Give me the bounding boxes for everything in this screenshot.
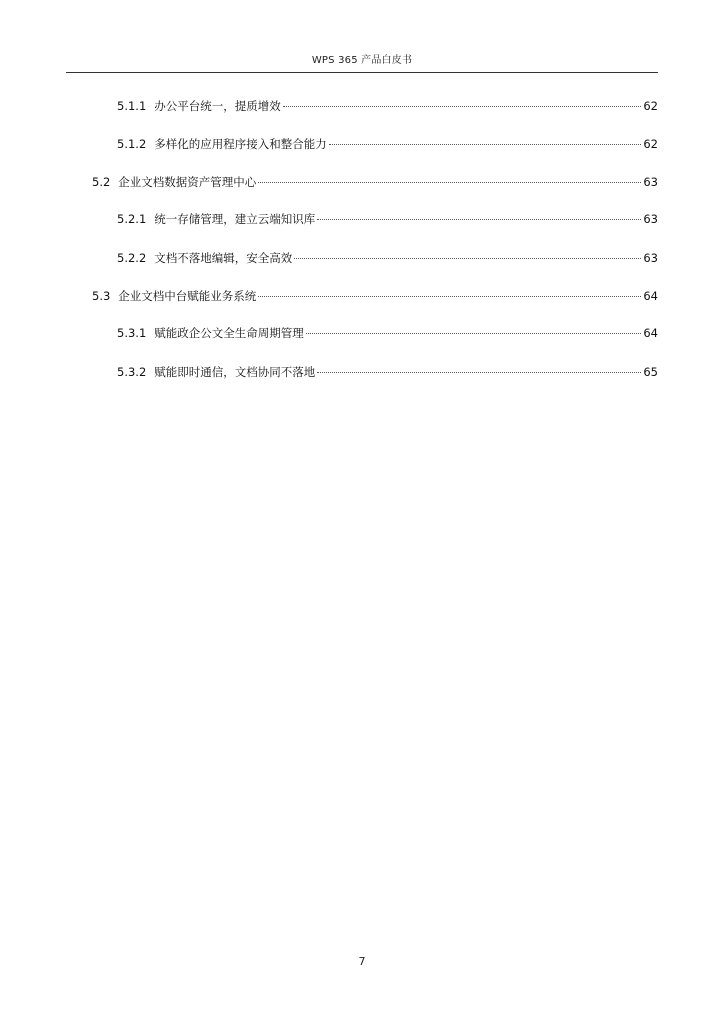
toc-entry-5-2[interactable] [92, 173, 658, 191]
toc-entry-title: 办公平台统一，提质增效 [154, 99, 281, 113]
toc-entry-title: 统一存储管理，建立云端知识库 [154, 212, 316, 226]
toc-entry-5-1-1[interactable] [117, 97, 658, 115]
toc-entry-title: 赋能即时通信，文档协同不落地 [154, 365, 316, 379]
toc-entry-title: 文档不落地编辑，安全高效 [154, 251, 293, 265]
toc-entry-page: 64 [643, 289, 658, 303]
page-header-title: WPS 365 产品白皮书 [311, 55, 413, 66]
toc-entry-number: 5.2.2 [117, 251, 147, 265]
toc-entry-number: 5.1.1 [117, 99, 147, 113]
toc-entry-page: 62 [643, 99, 658, 113]
toc-entry-title: 企业文档中台赋能业务系统 [118, 289, 257, 303]
toc-dot-leader [294, 258, 641, 259]
toc-entry-page: 63 [643, 212, 658, 226]
toc-dot-leader [258, 296, 641, 297]
toc-entry-5-2-2[interactable] [117, 249, 658, 267]
page-number: 7 [358, 955, 366, 968]
toc-entry-page: 62 [643, 137, 658, 151]
toc-dot-leader [258, 182, 641, 183]
toc-entry-title: 企业文档数据资产管理中心 [118, 175, 257, 189]
toc-dot-leader [329, 144, 642, 145]
toc-entry-page: 63 [643, 175, 658, 189]
toc-entry-number: 5.2 [92, 175, 111, 189]
toc-dot-leader [317, 372, 641, 373]
toc-entry-number: 5.3.1 [117, 326, 147, 340]
toc-entry-number: 5.2.1 [117, 212, 147, 226]
toc-entry-5-1-2[interactable] [117, 135, 658, 153]
toc-entry-5-2-1[interactable] [117, 210, 658, 228]
toc-dot-leader [283, 106, 642, 107]
toc-entry-title: 赋能政企公文全生命周期管理 [154, 326, 304, 340]
toc-entry-5-3-1[interactable] [117, 324, 658, 342]
toc-entry-5-3[interactable] [92, 287, 658, 305]
toc-entry-page: 65 [643, 365, 658, 379]
toc-entry-5-3-2[interactable] [117, 363, 658, 381]
header-divider [66, 72, 658, 73]
toc-entry-page: 63 [643, 251, 658, 265]
toc-entry-number: 5.3 [92, 289, 111, 303]
toc-dot-leader [317, 219, 641, 220]
toc-entry-number: 5.1.2 [117, 137, 147, 151]
toc-entry-page: 64 [643, 326, 658, 340]
toc-dot-leader [306, 333, 642, 334]
toc-entry-number: 5.3.2 [117, 365, 147, 379]
toc-entry-title: 多样化的应用程序接入和整合能力 [154, 137, 327, 151]
